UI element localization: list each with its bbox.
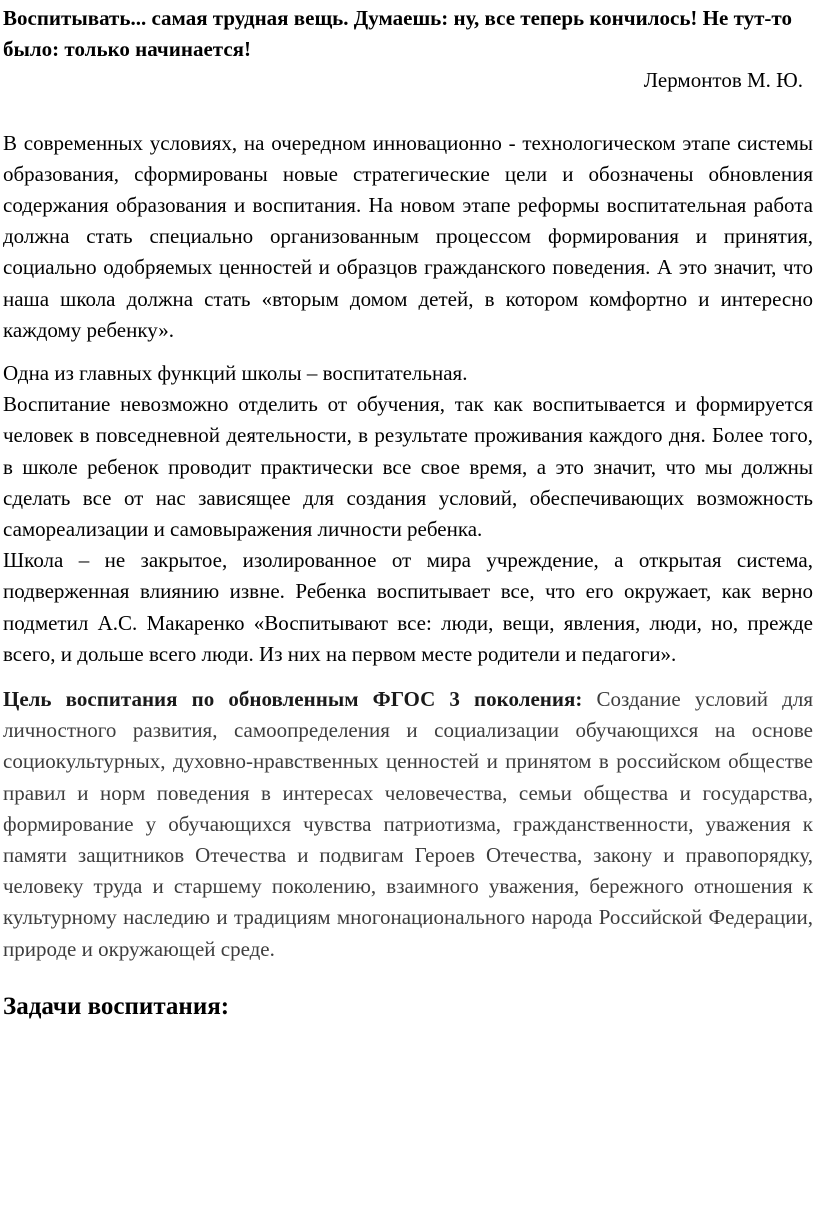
goal-label: Цель воспитания по обновленным ФГОС 3 поколения: [3,687,583,712]
tasks-heading: Задачи воспитания: [3,992,230,1020]
paragraph-upbringing: Воспитание невозможно отделить от обучения, так как воспитывается и формируется человек в повседневной деятельности, в результате проживания каждого дня. Более того, в школе ребенок проводит практически все свое время, а это значит, что мы должны сделать все от нас зависящее для создания условий, обеспечивающих возможность самореализации и самовыражения личности ребенка. [3,392,813,542]
paragraph-main-function: Одна из главных функций школы – воспитательная. [3,361,468,386]
goal-paragraph [3,684,813,965]
goal-text: Создание условий для личностного развития, самоопределения и социализации обучающихся на основе социокультурных, духовно-нравственных ценностей и принятом в российском обществе правил и норм поведения в интересах человечества, семьи общества и государства, формирование у обучающихся чувства патриотизма, гражданственности, уважения к памяти защитников Отечества и подвигам Героев Отечества, закону и правопорядку, человеку труда и старшему поколению, взаимного уважения, бережного отношения к культурному наследию и традициям многонационального народа Российской Федерации, природе и окружающей среде. [3,687,814,961]
epigraph-quote: Воспитывать... самая трудная вещь. Думаешь: ну, все теперь кончилось! Не тут-то было: только начинается! [3,6,792,62]
paragraph-open-system: Школа – не закрытое, изолированное от мира учреждение, а открытая система, подверженная влиянию извне. Ребенка воспитывает все, что его окружает, как верно подметил А.С. Макаренко «Воспитывают все: люди, вещи, явления, люди, но, прежде всего, и дольше всего люди. Из них на первом месте родители и педагоги». [3,548,813,666]
document-page [3,3,813,1023]
epigraph-author: Лермонтов М. Ю. [643,68,803,93]
paragraph-modern-conditions: В современных условиях, на очередном инновационно - технологическом этапе системы образования, сформированы новые стратегические цели и обозначены обновления содержания образования и воспитания. На новом этапе реформы воспитательная работа должна стать специально организованным процессом формирования и принятия, социально одобряемых ценностей и образцов гражданского поведения. А это значит, что наша школа должна стать «вторым домом детей, в котором комфортно и интересно каждому ребенку». [3,130,813,342]
